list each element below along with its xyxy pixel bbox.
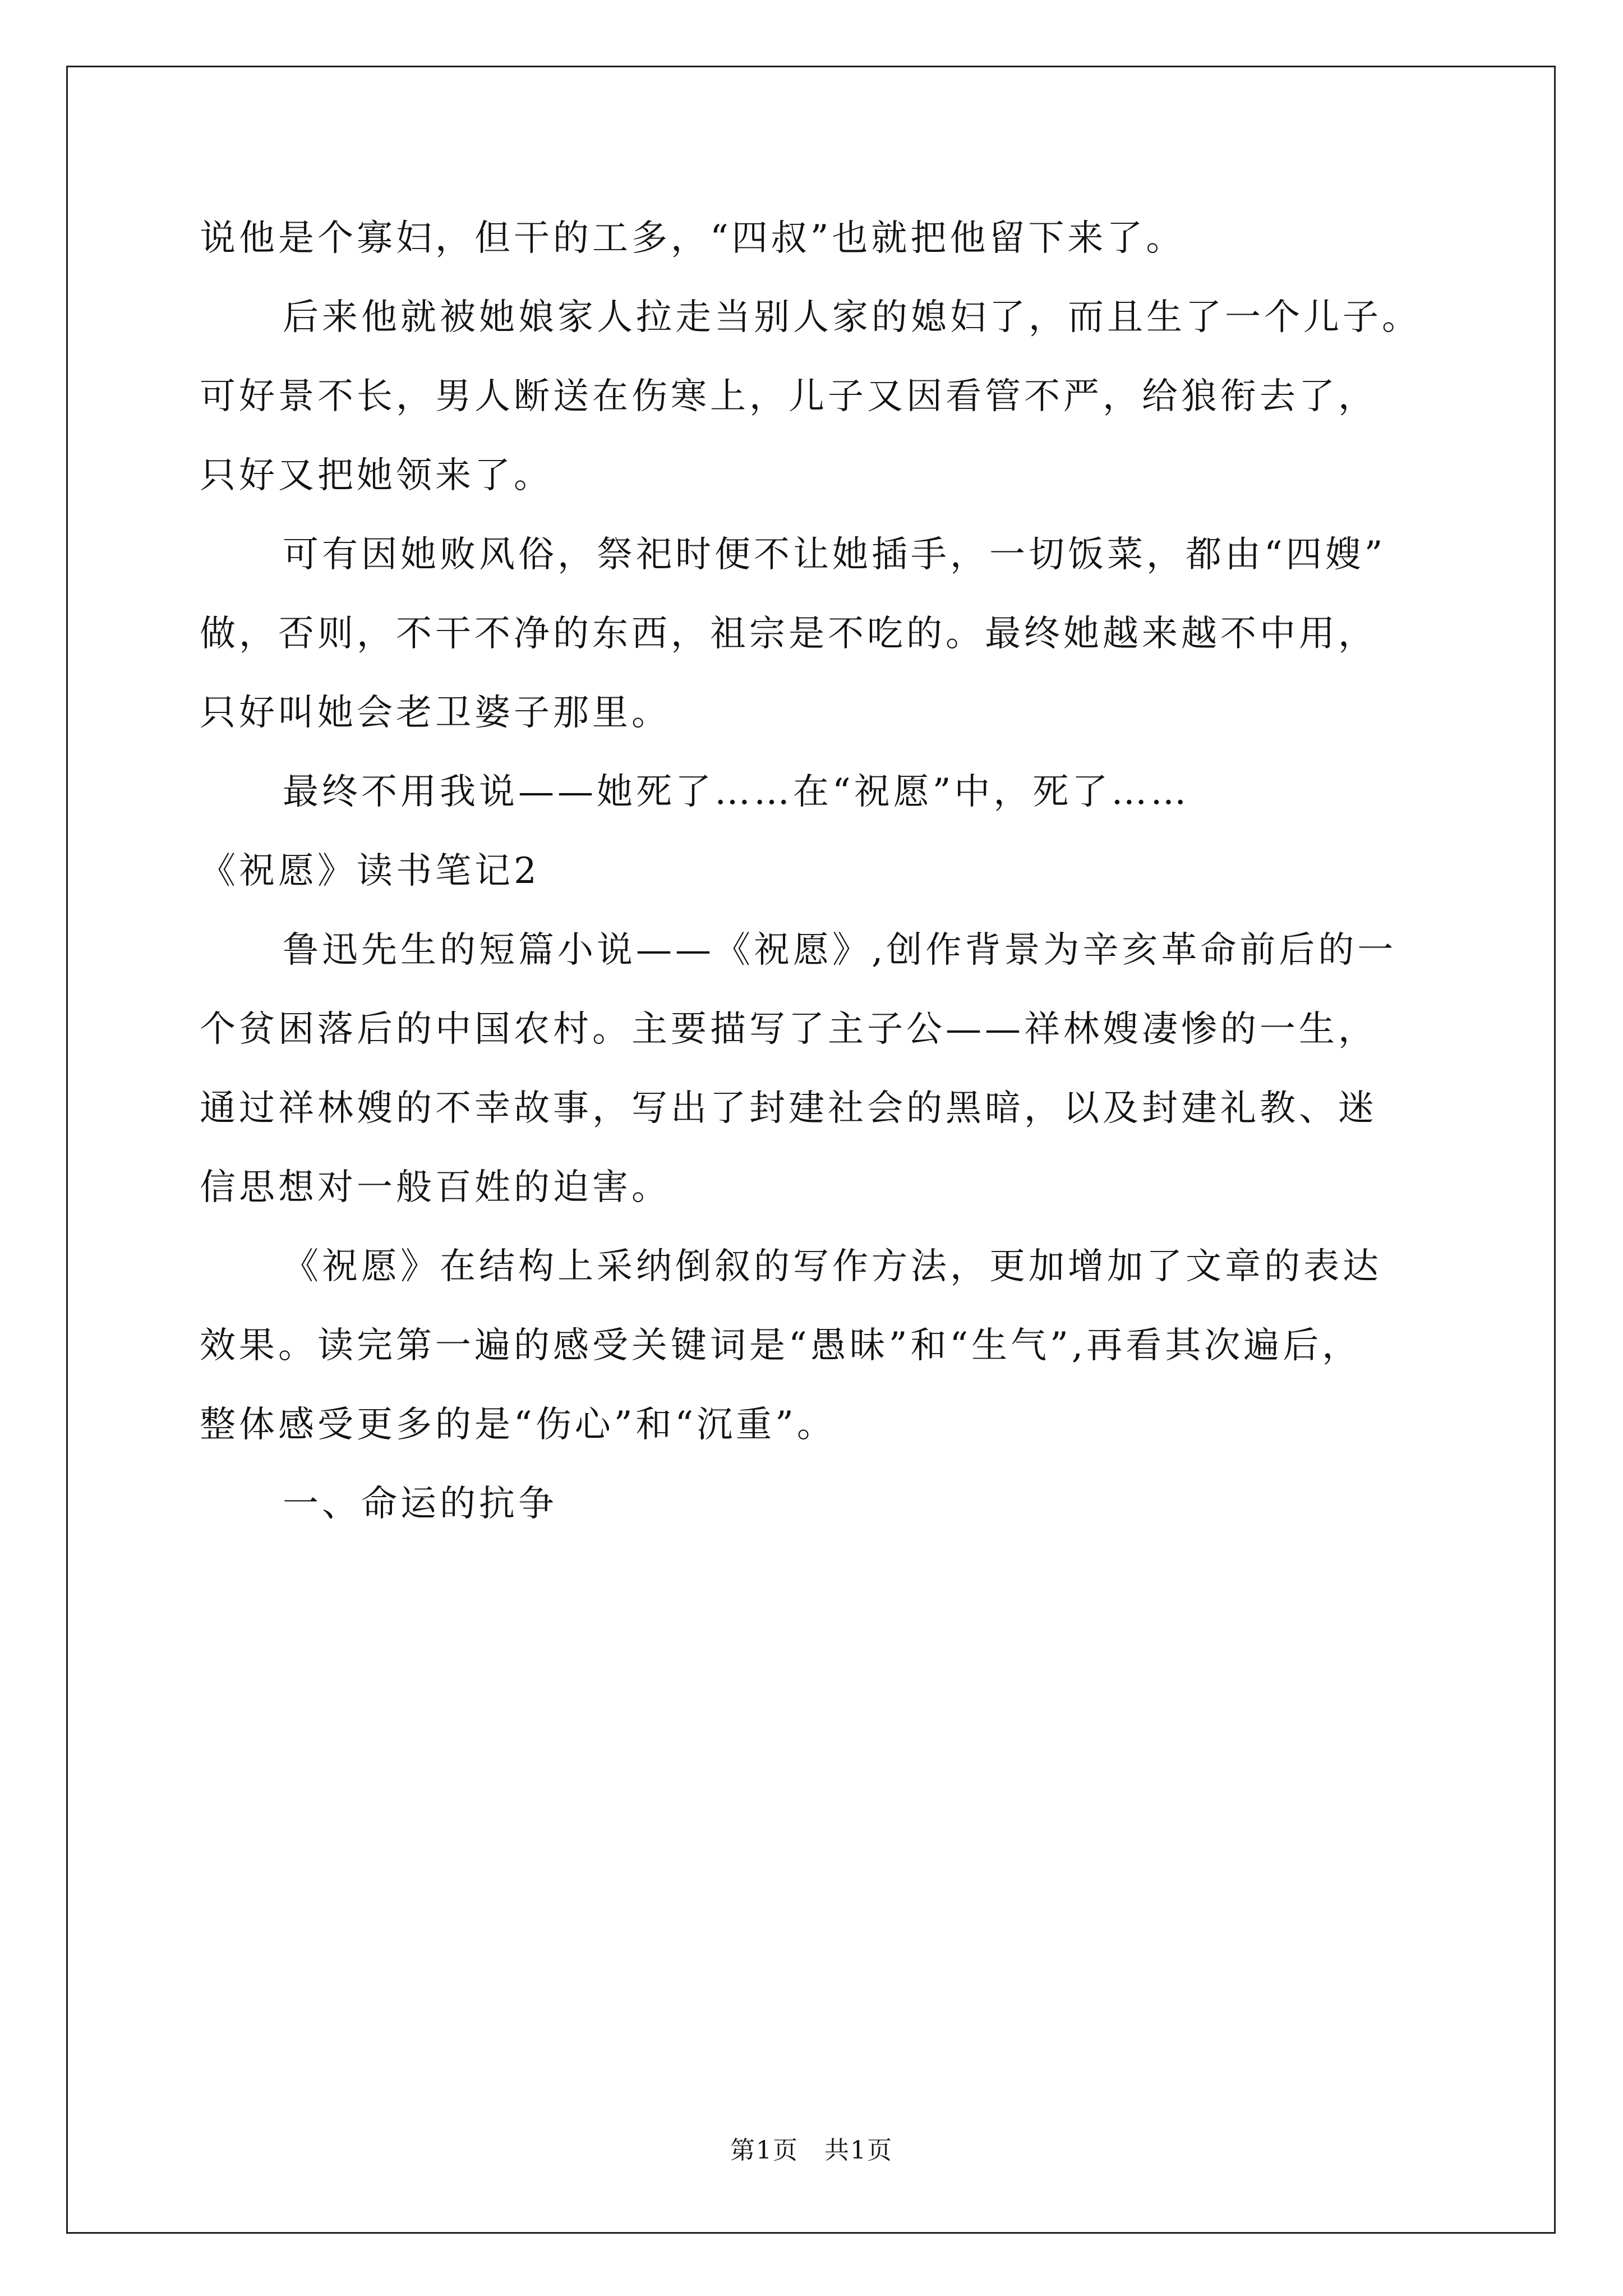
section-heading: 《祝愿》读书笔记2	[200, 850, 540, 892]
text-line: 一、命运的抗争	[283, 1483, 557, 1525]
text-line: 后来他就被她娘家人拉走当别人家的媳妇了，而且生了一个儿子。	[283, 297, 1421, 338]
text-line: 说他是个寡妇，但干的工多，“四叔”也就把他留下来了。	[200, 218, 1186, 259]
page-number: 第1页 共1页	[730, 2136, 893, 2165]
text-line: 信思想对一般百姓的迫害。	[200, 1167, 671, 1208]
text-line: 整体感受更多的是“伤心”和“沉重”。	[200, 1404, 836, 1446]
text-line: 做，否则，不干不净的东西，祖宗是不吃的。最终她越来越不中用，	[200, 613, 1377, 655]
text-line: 可有因她败风俗，祭祀时便不让她插手，一切饭菜，都由“四嫂”	[283, 534, 1386, 576]
text-line: 《祝愿》在结构上采纳倒叙的写作方法，更加增加了文章的表达	[283, 1246, 1382, 1287]
text-line: 可好景不长，男人断送在伤寒上，儿子又因看管不严，给狼衔去了，	[200, 376, 1377, 417]
text-line: 通过祥林嫂的不幸故事，写出了封建社会的黑暗，以及封建礼教、迷	[200, 1088, 1377, 1129]
text-line: 只好又把她领来了。	[200, 455, 553, 496]
text-line: 最终不用我说——她死了……在“祝愿”中，死了……	[283, 771, 1190, 813]
text-line: 鲁迅先生的短篇小说——《祝愿》,创作背景为辛亥革命前后的一	[283, 930, 1397, 971]
text-line: 效果。读完第一遍的感受关键词是“愚昧”和“生气”,再看其次遍后，	[200, 1325, 1362, 1366]
text-line: 只好叫她会老卫婆子那里。	[200, 692, 671, 734]
text-line: 个贫困落后的中国农村。主要描写了主子公——祥林嫂凄惨的一生，	[200, 1009, 1377, 1050]
